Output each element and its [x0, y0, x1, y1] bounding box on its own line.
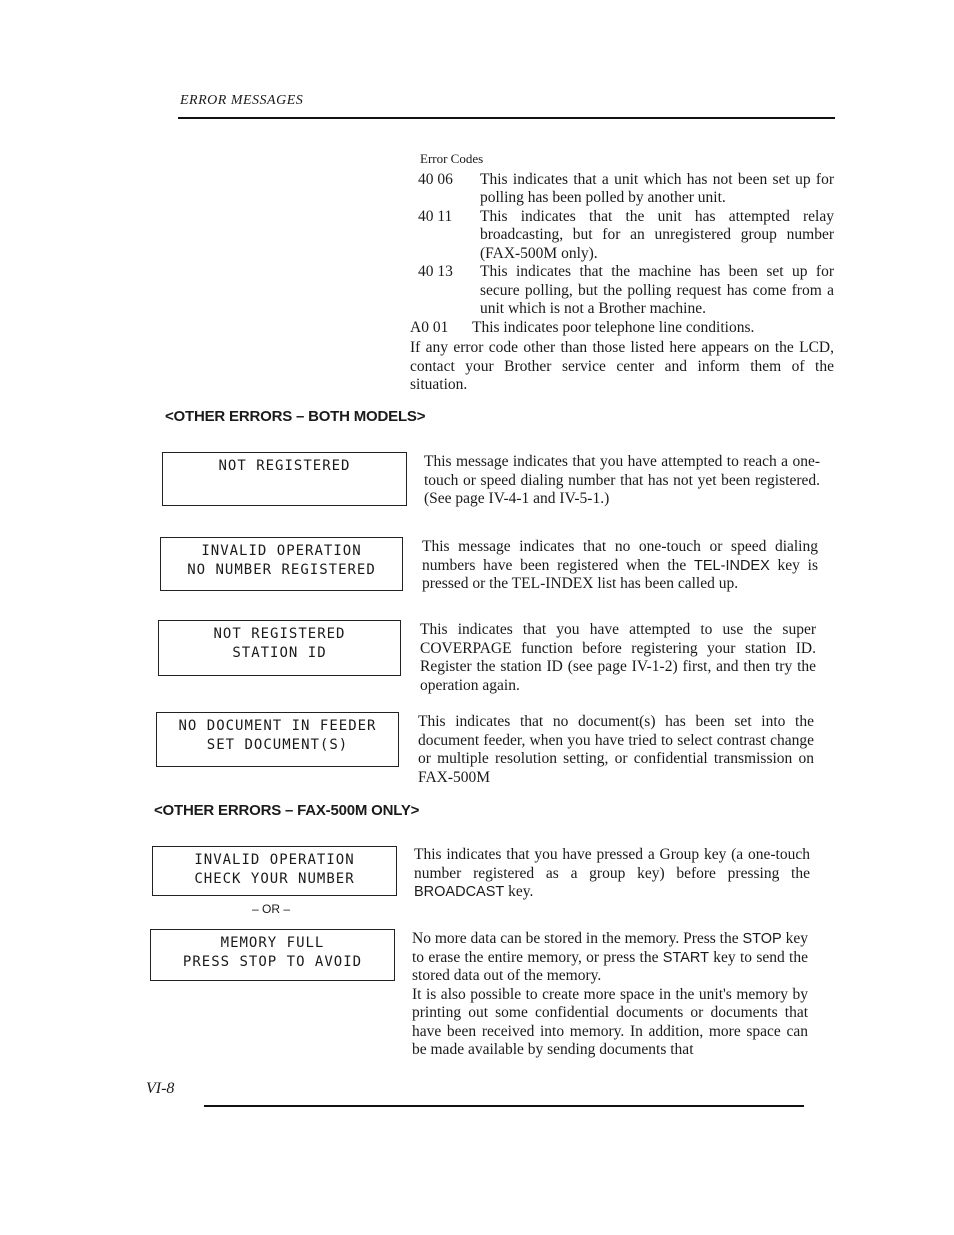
lcd-line: MEMORY FULL [220, 935, 325, 951]
description-text: This message indicates that you have attempted to reach a one-touch or speed dialing number that has not yet been registered. (See page IV-4-1 and IV-5-1.) [424, 453, 820, 507]
error-code-entry [410, 319, 834, 338]
page-number: VI-8 [146, 1080, 175, 1097]
error-code-description: This indicates that the unit has attempted relay broadcasting, but for an unregistered group number (FAX-500M only). [480, 207, 834, 262]
error-code-number: 40 11 [418, 207, 453, 225]
message-description: This indicates that no document(s) has been set into the document feeder, when you have tried to select contrast change or multiple resolution setting, or confidential transmission on FAX-500M [418, 713, 814, 786]
error-code-description: This indicates that the machine has been set up for secure polling, but the polling request has come from a unit which is not a Brother machine. [480, 263, 834, 317]
lcd-line: NOT REGISTERED [213, 626, 346, 642]
error-code-entry [418, 208, 834, 264]
lcd-line: CHECK YOUR NUMBER [194, 871, 355, 887]
lcd-line: NOT REGISTERED [218, 458, 351, 474]
description-text: key to send the stored data out of the memory. [412, 948, 808, 984]
error-code-number: 40 13 [418, 263, 453, 280]
lcd-line: STATION ID [232, 645, 327, 661]
lcd-display [160, 537, 403, 591]
lcd-line: NO DOCUMENT IN FEEDER [178, 718, 377, 734]
description-text: This message indicates that no one-touch or speed dialing numbers have been registered when the [422, 538, 818, 574]
error-code-entry [418, 171, 834, 208]
key-name: STOP [742, 931, 782, 947]
key-name: START [662, 949, 709, 966]
error-codes-title: Error Codes [420, 151, 484, 166]
error-codes-footer: If any error code other than those listed here appears on the LCD, contact your Brother service center and inform them of the situation. [410, 339, 834, 393]
or-separator: – OR – [252, 902, 291, 916]
message-description [422, 538, 818, 594]
message-description [414, 846, 810, 902]
lcd-line: SET DOCUMENT(S) [206, 737, 349, 753]
description-paragraph: It is also possible to create more space in the unit's memory by printing out some confidential documents or documents that have been received into memory. In addition, more space can be made available by sending documents that [412, 985, 808, 1058]
lcd-line: INVALID OPERATION [194, 852, 355, 868]
lcd-display [150, 929, 395, 981]
description-text: This indicates that you have pressed a Group key (a one-touch number registered as a group key) before pressing the [414, 846, 810, 882]
lcd-display [156, 712, 399, 767]
error-code-description: This indicates that a unit which has not been set up for polling has been polled by another unit. [480, 170, 834, 206]
lcd-line: NO NUMBER REGISTERED [187, 562, 376, 578]
footer-rule [204, 1105, 804, 1107]
message-description [412, 930, 808, 1060]
description-text: key is pressed or the TEL-INDEX list has been called up. [422, 556, 819, 592]
error-code-number: 40 06 [418, 170, 453, 188]
key-name: TEL-INDEX [694, 557, 770, 574]
message-description [424, 453, 820, 509]
header-rule [178, 117, 835, 119]
message-description: This indicates that you have attempted to use the super COVERPAGE function before registering your station ID. Register the station ID (see page IV-1-2) first, and then try the operation again. [420, 621, 816, 694]
lcd-line: PRESS STOP TO AVOID [182, 954, 363, 970]
description-text: key. [504, 883, 534, 900]
section-heading-fax-500m: <OTHER ERRORS – FAX-500M ONLY> [154, 802, 420, 819]
lcd-display [158, 620, 401, 676]
description-paragraph [412, 930, 808, 986]
lcd-line: INVALID OPERATION [201, 543, 362, 559]
lcd-display [162, 452, 407, 506]
lcd-display [152, 846, 397, 896]
error-code-description: This indicates poor telephone line conditions. [472, 318, 755, 336]
error-codes-block [410, 150, 834, 395]
running-header: ERROR MESSAGES [180, 93, 304, 108]
description-text: key to erase the entire memory, or press the [412, 930, 808, 966]
key-name: BROADCAST [414, 884, 505, 900]
error-code-number: A0 01 [410, 318, 449, 336]
section-heading-both-models: <OTHER ERRORS – BOTH MODELS> [165, 408, 426, 425]
error-code-entry [418, 263, 834, 319]
description-text: No more data can be stored in the memory. Press the [412, 930, 743, 947]
